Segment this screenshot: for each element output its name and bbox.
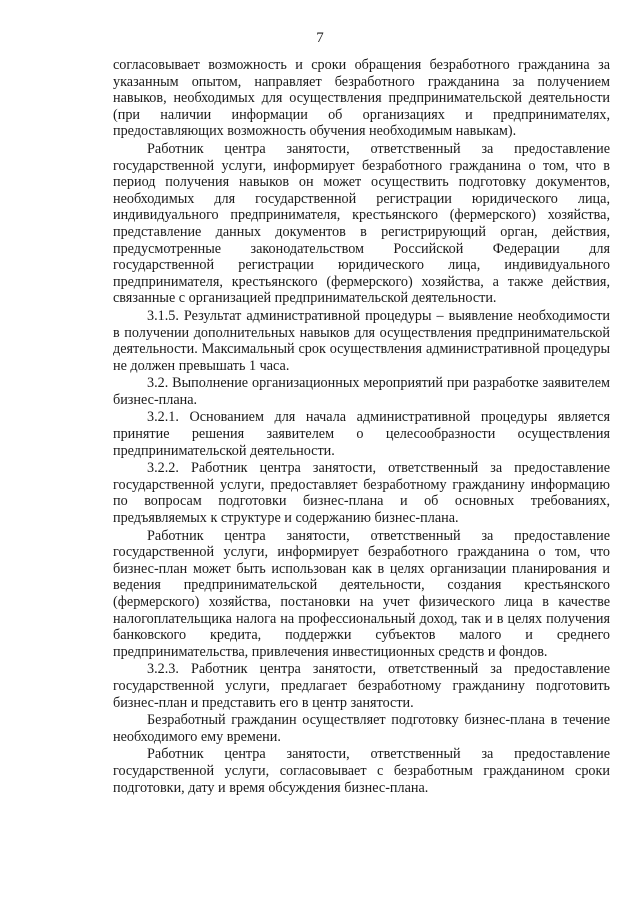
page-number: 7 bbox=[316, 30, 324, 46]
paragraph: Работник центра занятости, ответственный за предоставление государственной услуги, информирует безработного гражданина о том, что в период получения навыков он может осуществить подготовку документов, необходимых для государственной регистрации юридического лица, индивидуального предпринимателя, крестьянского (фермерского) хозяйства, представление данных документов в регистрирующий орган, действия, предусмотренные законодательством Российской Федерации для государственной регистрации юридического лица, индивидуального предпринимателя, крестьянского (фермерского) хозяйства, а также действия, связанные с организацией предпринимательской деятельности. bbox=[113, 140, 610, 307]
paragraph: 3.2. Выполнение организационных мероприятий при разработке заявителем бизнес-плана. bbox=[113, 375, 610, 408]
paragraph: Работник центра занятости, ответственный за предоставление государственной услуги, согласовывает с безработным гражданином сроки подготовки, дату и время обсуждения бизнес-плана. bbox=[113, 746, 610, 796]
paragraph: 3.1.5. Результат административной процедуры – выявление необходимости в получении дополнительных навыков для осуществления предпринимательской деятельности. Максимальный срок осуществления административной процедуры не должен превышать 1 часа. bbox=[113, 307, 610, 374]
paragraph: 3.2.3. Работник центра занятости, ответственный за предоставление государственной услуги, предлагает безработному гражданину подготовить бизнес-план и представить его в центр занятости. bbox=[113, 661, 610, 711]
paragraph: 3.2.1. Основанием для начала административной процедуры является принятие решения заявителем о целесообразности осуществления предпринимательской деятельности. bbox=[113, 409, 610, 459]
paragraph-continuation: согласовывает возможность и сроки обращения безработного гражданина за указанным опытом, направляет безработного гражданина за получением навыков, необходимых для осуществления предпринимательской деятельности (при наличии информации об организациях и предпринимателях, предоставляющих возможность обучения необходимым навыкам). bbox=[113, 57, 610, 140]
paragraph: 3.2.2. Работник центра занятости, ответственный за предоставление государственной услуги, предоставляет безработному гражданину информацию по вопросам подготовки бизнес-плана и об основных требованиях, предъявляемых к структуре и содержанию бизнес-плана. bbox=[113, 460, 610, 527]
paragraph: Безработный гражданин осуществляет подготовку бизнес-плана в течение необходимого ему времени. bbox=[113, 712, 610, 745]
document-body bbox=[113, 57, 610, 797]
paragraph: Работник центра занятости, ответственный за предоставление государственной услуги, информирует безработного гражданина о том, что бизнес-план может быть использован как в целях организации планирования и ведения предпринимательской деятельности, создания крестьянского (фермерского) хозяйства, постановки на учет физического лица в качестве налогоплательщика налога на профессиональный доход, так и в целях получения банковского кредита, поддержки субъектов малого и среднего предпринимательства, привлечения инвестиционных средств и фондов. bbox=[113, 527, 610, 660]
